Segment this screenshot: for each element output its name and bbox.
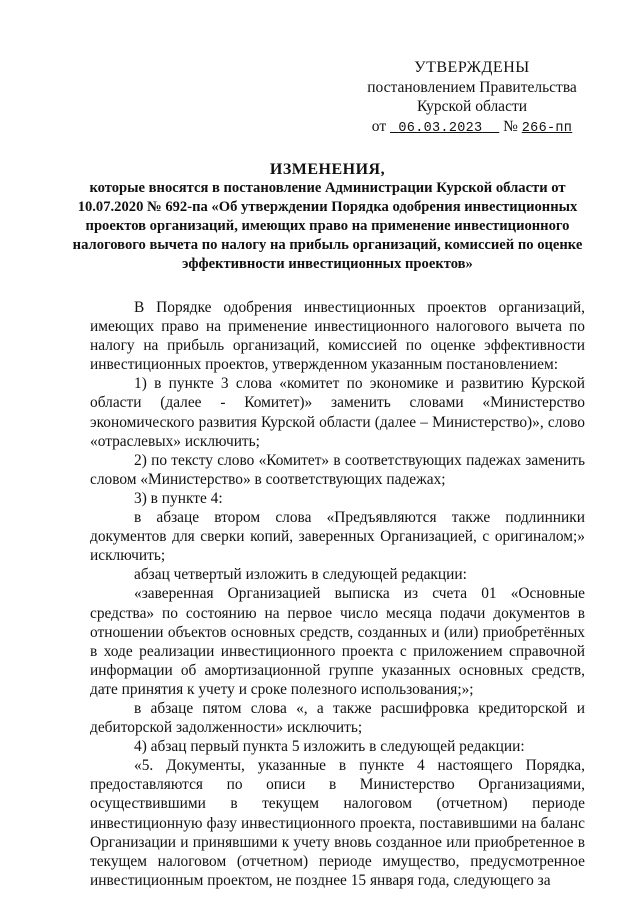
approval-line-2: Курской области — [416, 98, 528, 115]
paragraph: в абзаце втором слова «Предъявляются также подлинники документов для сверки копий, заверенных Организацией, с оригиналом;» исключить; — [90, 509, 585, 565]
paragraph: 4) абзац первый пункта 5 изложить в следующей редакции: — [134, 738, 525, 756]
approval-date: 06.03.2023 — [398, 120, 483, 136]
title-subtitle: которые вносятся в постановление Администрации Курской области от 10.07.2020 № 692-па «Об утверждении Порядка одобрения инвестиционных проектов организаций, имеющих право на применение инвестиционного налогового вычета по налогу на прибыль организаций, комиссией по оценке эффективности инвестиционных проектов» — [72, 180, 583, 272]
approval-date-line — [352, 117, 592, 139]
approval-heading: УТВЕРЖДЕНЫ — [414, 59, 530, 76]
paragraph: «5. Документы, указанные в пункте 4 настоящего Порядка, предоставляются по описи в Министерство Организациями, осуществившими в текущем налоговом (отчетном) периоде инвестиционную фазу инвестиционного проекта, поставившими на баланс Организации и принявшими к учету вновь созданное или приобретенное в текущем налоговом (отчетном) периоде имущество, предусмотренное инвестиционным проектом, не позднее 15 января года, следующего за — [90, 757, 585, 889]
paragraph: абзац четвертый изложить в следующей редакции: — [134, 566, 467, 584]
number-label: № — [503, 117, 518, 135]
approval-line-1: постановлением Правительства — [367, 78, 577, 96]
approval-number: 266-пп — [521, 120, 573, 136]
paragraph: В Порядке одобрения инвестиционных проектов организаций, имеющих право на применение инвестиционного налогового вычета по налогу на прибыль организаций, комиссией по оценке эффективности инвестиционных проектов, утвержденном указанным постановлением: — [90, 299, 585, 374]
paragraph: 2) по тексту слово «Комитет» в соответствующих падежах заменить словом «Министерство» в соответствующих падежах; — [90, 451, 585, 488]
paragraph: «заверенная Организацией выписка из счета 01 «Основные средства» по состоянию на первое число месяца подачи документов в отношении объектов основных средств, созданных и (или) приобретённых в ходе реализации инвестиционного проекта с приложением справочной информации об амортизационной группе указанных основных средств, дате принятия к учету и сроке полезного использования;»; — [90, 585, 585, 698]
approval-stamp — [352, 58, 592, 138]
paragraph: 3) в пункте 4: — [134, 489, 223, 507]
paragraph: в абзаце пятом слова «, а также расшифровка кредиторской и дебиторской задолженности» исключить; — [90, 699, 585, 737]
title-heading: ИЗМЕНЕНИЯ, — [269, 161, 386, 178]
from-label: от — [371, 117, 387, 135]
document-title — [60, 160, 595, 274]
document-body — [90, 298, 585, 890]
paragraph: 1) в пункте 3 слова «комитет по экономике и развитию Курской области (далее - Комитет)» заменить словами «Министерство экономического развития Курской области (далее – Министерство)», слово «отраслевых» исключить; — [90, 375, 585, 450]
